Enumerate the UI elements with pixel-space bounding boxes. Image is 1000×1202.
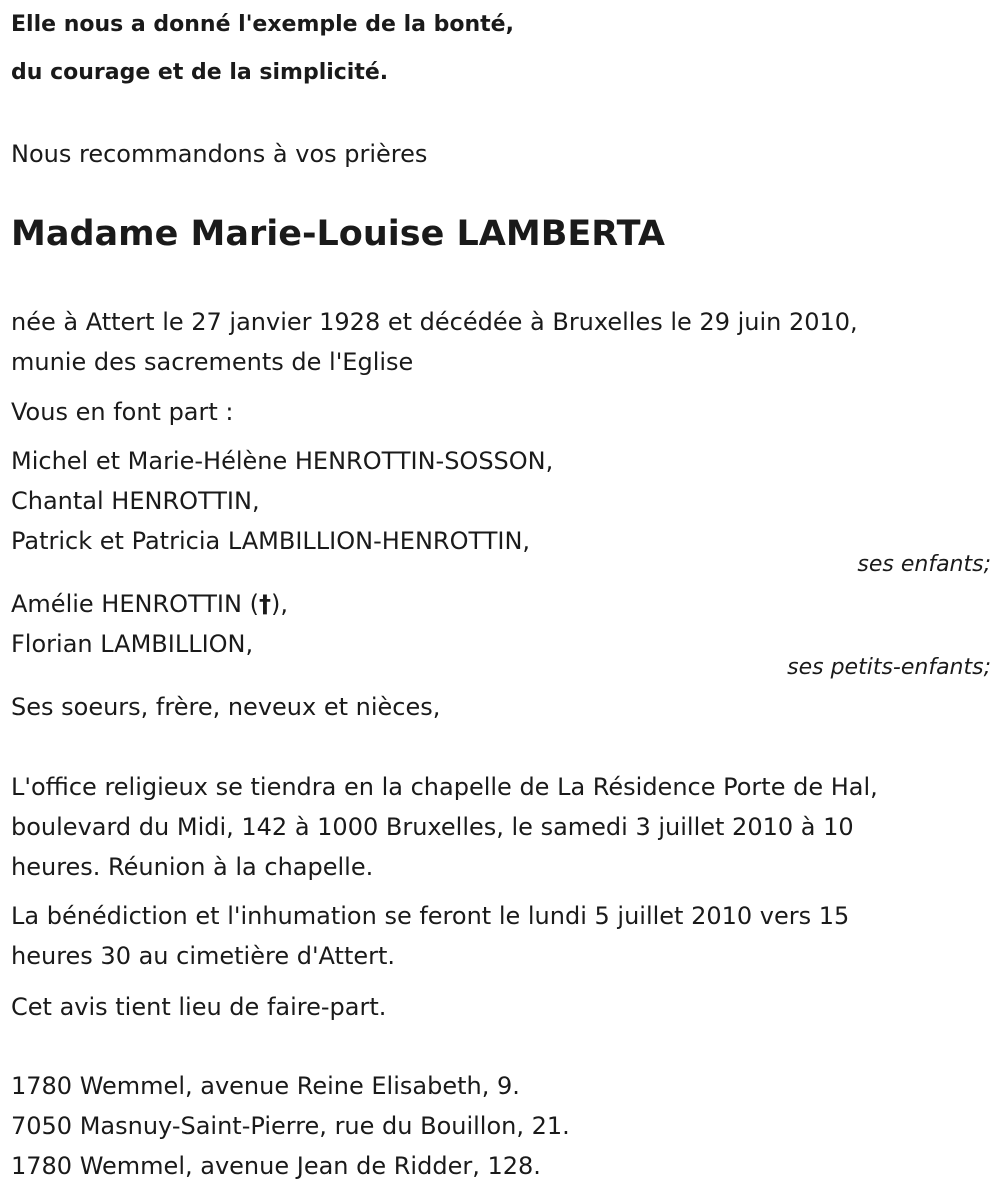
epigraph-line-2: du courage et de la simplicité. [11,60,389,85]
siblings-text: Ses soeurs, frère, neveux et nièces, [11,693,441,721]
service-line-2: boulevard du Midi, 142 à 1000 Bruxelles, le samedi 3 juillet 2010 à 10 [11,813,854,841]
address-line: 1780 Wemmel, avenue Jean de Ridder, 128. [11,1152,541,1180]
birth-death-line-1: née à Attert le 27 janvier 1928 et décédée à Bruxelles le 29 juin 2010, [11,308,858,336]
child-name: Chantal HENROTTIN, [11,487,260,515]
grandchild-name-suffix: ), [270,590,288,618]
service-line-1: L'office religieux se tiendra en la chapelle de La Résidence Porte de Hal, [11,773,878,801]
child-name: Patrick et Patricia LAMBILLION-HENROTTIN, [11,527,531,555]
intro-text: Nous recommandons à vos prières [11,140,428,168]
burial-line-2: heures 30 au cimetière d'Attert. [11,942,396,970]
children-relation: ses enfants; [857,552,991,577]
deceased-name: Madame Marie-Louise LAMBERTA [11,214,665,254]
burial-line-1: La bénédiction et l'inhumation se feront le lundi 5 juillet 2010 vers 15 [11,902,850,930]
address-line: 7050 Masnuy-Saint-Pierre, rue du Bouillon, 21. [11,1112,570,1140]
cross-icon: † [258,590,271,618]
announce-text: Vous en font part : [11,398,234,426]
grandchild-name [11,589,288,619]
notice-text: Cet avis tient lieu de faire-part. [11,993,387,1021]
birth-death-line-2: munie des sacrements de l'Eglise [11,348,414,376]
epigraph-line-1: Elle nous a donné l'exemple de la bonté, [11,12,514,37]
grandchildren-relation: ses petits-enfants; [787,655,991,680]
child-name: Michel et Marie-Hélène HENROTTIN-SOSSON, [11,447,554,475]
service-line-3: heures. Réunion à la chapelle. [11,853,374,881]
address-line: 1780 Wemmel, avenue Reine Elisabeth, 9. [11,1072,520,1100]
grandchild-name: Florian LAMBILLION, [11,630,254,658]
grandchild-name-prefix: Amélie HENROTTIN ( [11,590,259,618]
